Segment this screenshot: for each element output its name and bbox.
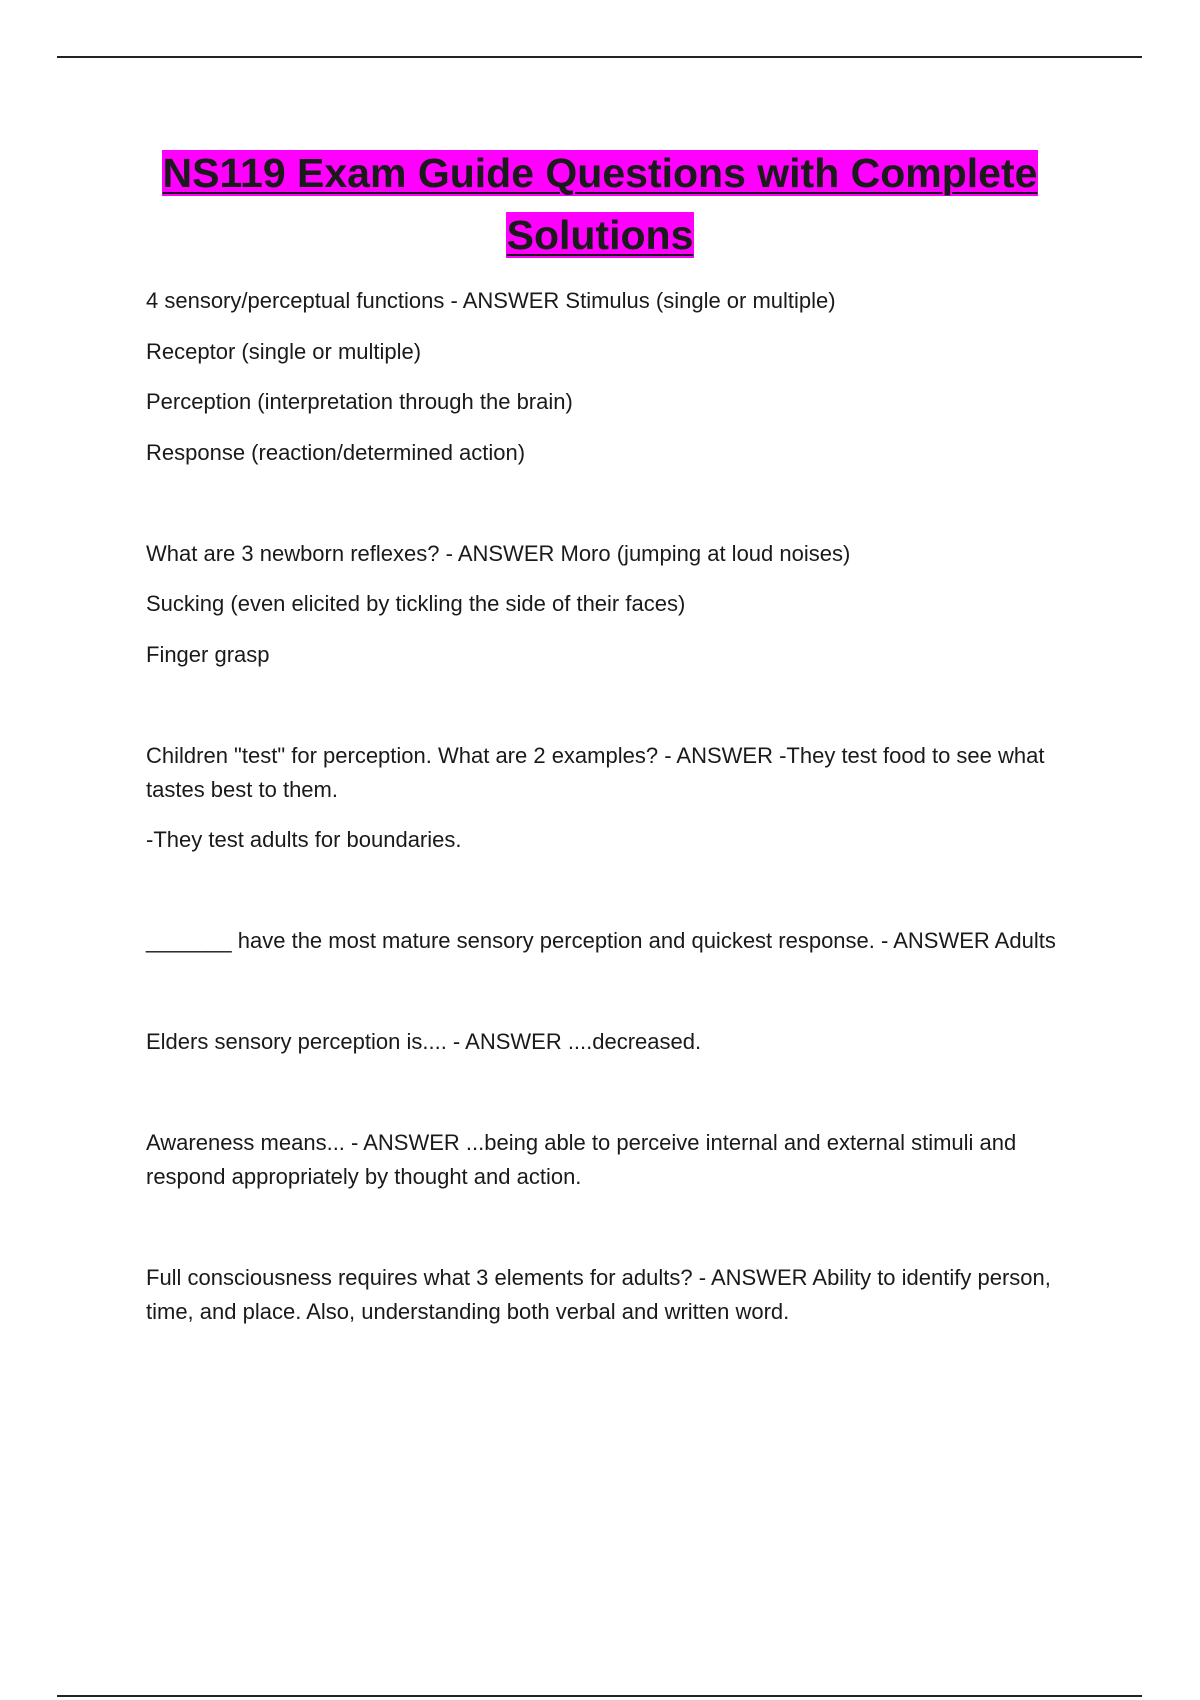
qa-line: -They test adults for boundaries. [146, 827, 462, 852]
qa-block [146, 739, 1096, 858]
qa-line: Response (reaction/determined action) [146, 439, 526, 465]
document-body [146, 284, 1096, 1329]
qa-line: Elders sensory perception is.... - ANSWER ....decreased. [146, 1029, 702, 1054]
header-rule [57, 56, 1142, 58]
qa-line: Awareness means... - ANSWER ...being able to perceive internal and external stimuli and respond appropriately by thought and action. [146, 1130, 1017, 1189]
qa-line: What are 3 newborn reflexes? - ANSWER Moro (jumping at loud noises) [146, 540, 851, 566]
qa-line: _______ have the most mature sensory perception and quickest response. - ANSWER Adults [146, 928, 1056, 953]
footer-rule [57, 1695, 1142, 1697]
qa-line: 4 sensory/perceptual functions - ANSWER Stimulus (single or multiple) [146, 288, 836, 313]
qa-line: Receptor (single or multiple) [146, 338, 422, 364]
qa-line: Children "test" for perception. What are 2 examples? - ANSWER -They test food to see what tastes best to them. [146, 742, 1045, 802]
qa-line: Full consciousness requires what 3 elements for adults? - ANSWER Ability to identify person, time, and place. Also, understanding both verbal and written word. [146, 1265, 1051, 1324]
qa-block [146, 1025, 1096, 1059]
document-title-text: NS119 Exam Guide Questions with Complete Solutions [162, 150, 1038, 258]
qa-block [146, 537, 1096, 672]
qa-block [146, 1126, 1096, 1194]
qa-line: Sucking (even elicited by tickling the side of their faces) [146, 591, 686, 616]
qa-line: Finger grasp [146, 641, 270, 667]
qa-block [146, 924, 1096, 958]
qa-block [146, 1261, 1096, 1329]
qa-line: Perception (interpretation through the brain) [146, 389, 573, 414]
qa-block [146, 284, 1096, 470]
document-title [100, 142, 1100, 266]
